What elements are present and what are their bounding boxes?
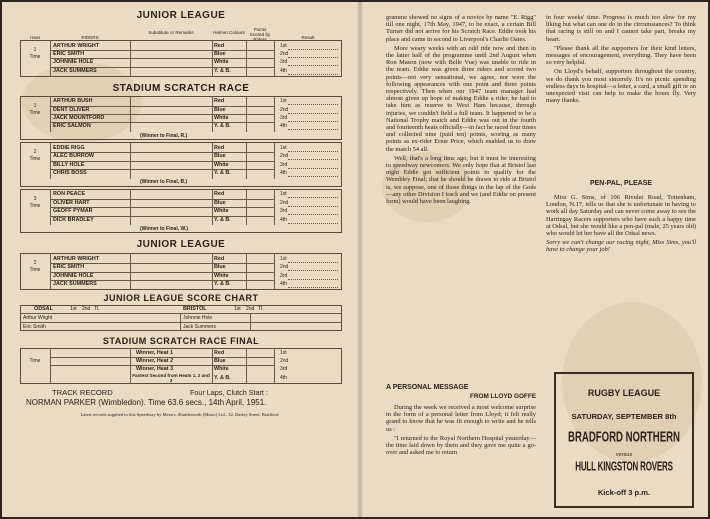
helmet-colour: White <box>214 272 229 279</box>
result-line <box>288 279 338 280</box>
score-chart-col: 1st <box>234 306 241 312</box>
helmet-colour: Y. & B. <box>214 67 231 74</box>
result-place: 2nd <box>280 358 289 364</box>
heat-time-label: Time <box>29 109 41 116</box>
result-line <box>288 223 338 224</box>
rider-name: JACK SUMMERS <box>53 67 97 74</box>
result-place: 3rd <box>280 366 288 372</box>
final-row-label: Fastest Second from Heats 1, 2 and 3 <box>132 373 210 383</box>
result-place: 3rd <box>280 272 288 279</box>
helmet-colour: White <box>214 59 229 66</box>
score-chart-col: Tl. <box>258 306 264 312</box>
helmet-colour: Y. & B. <box>214 123 231 130</box>
score-chart-rider: Jack Summers <box>183 324 217 330</box>
helmet-colour: Blue <box>214 264 226 271</box>
junior-league-title-2: JUNIOR LEAGUE <box>136 239 226 251</box>
helmet-colour: Blue <box>214 358 226 364</box>
rider-name: JOHNNIE HOLE <box>53 59 94 66</box>
result-line <box>288 65 338 66</box>
article-paragraph: in four weeks' time. Progress is much too slow for my liking but what can one do in the circumstances? To think that racing is still on and I cannot take part, breaks my heart. <box>546 14 696 43</box>
column-header-result: Result <box>301 35 315 40</box>
result-line <box>288 168 338 169</box>
result-place: 4th <box>280 67 287 74</box>
final-row-label: Winner, Heat 3 <box>136 366 174 372</box>
column-divider <box>274 348 275 384</box>
rider-name: EDDIE RIGG <box>53 144 85 151</box>
result-place: 3rd <box>280 59 288 66</box>
result-line <box>288 129 338 130</box>
track-record-laps: Four Laps, Clutch Start : <box>190 388 268 397</box>
penpal-title: PEN-PAL, PLEASE <box>589 180 653 187</box>
score-chart-rider: Arthur Wright <box>23 315 53 321</box>
result-line <box>288 270 338 271</box>
heat-time-label: Time <box>29 267 41 274</box>
ad-home-team: BRADFORD NORTHERN <box>568 429 680 446</box>
column-divider <box>50 348 51 384</box>
rugby-advert <box>554 372 694 508</box>
track-record-holder: NORMAN PARKER (Wimbledon). Time 63.6 secs., 14th April, 1951. <box>26 398 267 407</box>
rider-name: ALEC BURROW <box>53 153 95 160</box>
heat-number: 1 <box>33 102 37 109</box>
junior-league-title: JUNIOR LEAGUE <box>136 10 226 21</box>
ad-league: RUGBY LEAGUE <box>587 388 661 398</box>
column-divider <box>246 348 247 384</box>
result-line <box>288 206 338 207</box>
result-place: 1st <box>280 191 287 198</box>
column-divider <box>130 348 131 384</box>
result-line <box>288 176 338 177</box>
column-divider <box>274 189 275 226</box>
ad-kickoff: Kick-off 3 p.m. <box>597 488 651 497</box>
helmet-colour: Blue <box>214 199 226 206</box>
column-divider <box>250 313 251 331</box>
rider-name: JACK MOUNTFORD <box>53 114 105 121</box>
column-divider <box>274 96 275 133</box>
column-header-heat: Heat <box>30 35 40 40</box>
result-place: 3rd <box>280 208 288 215</box>
heat-number: 3 <box>33 195 37 202</box>
heat-number: 2 <box>33 149 37 156</box>
score-chart-away: BRISTOL <box>183 306 207 312</box>
rider-name: GEOFF PYMAR <box>53 208 93 215</box>
winner-note: (Winner to Final, R.) <box>140 132 188 139</box>
helmet-colour: Red <box>214 42 225 49</box>
penpal-column <box>546 194 696 256</box>
result-place: 2nd <box>280 106 289 113</box>
article-paragraph: Well, that's a long time ago, but it must be interesting to speedway newcomers. We only hope that at Bristol last night Eddie got sufficient points to qualify for the Wembley Final; that he should be drawn to ride at Bristol is, we suppose, one of those things in the lap of the Gods—any other Division I track and we (and Eddie on present form) would have been laughing. <box>386 154 536 206</box>
heat-time-label: Time <box>29 202 41 209</box>
final-row-label: Winner, Heat 1 <box>136 350 174 356</box>
rider-name: ERIC SMITH <box>53 50 85 57</box>
helmet-colour: White <box>214 114 229 121</box>
heat-number: 1 <box>33 47 37 53</box>
column-header-helmet: Helmet Colours <box>213 30 245 35</box>
result-place: 3rd <box>280 114 288 121</box>
penpal-note: Sorry we can't change our racing night, Miss Sims, you'll have to change your job! <box>546 239 696 254</box>
ad-versus: versus <box>615 452 633 458</box>
result-place: 1st <box>280 144 287 151</box>
result-line <box>288 287 338 288</box>
rider-name: JOHNNIE HOLE <box>53 272 94 279</box>
ad-away-team: HULL KINGSTON ROVERS <box>575 459 673 474</box>
article-paragraph: On Lloyd's behalf, supporters throughout the country, we do thank you most sincerely. It's no picnic spending endless days in hospital—a letter, a card, a small gift or an unexpected visit can help to make the hours fly. Very many thanks. <box>546 68 696 105</box>
winner-note: (Winner to Final, W.) <box>140 225 189 232</box>
result-line <box>288 151 338 152</box>
rider-name: OLIVER HART <box>53 199 90 206</box>
score-chart-col: 2nd <box>82 306 91 312</box>
helmet-colour: White <box>214 161 229 168</box>
rider-name: CHRIS BOSS <box>53 169 87 176</box>
track-record-label: TRACK RECORD <box>52 388 113 397</box>
footer-note: Latest records supplied to this Speedway by Messrs. Shuttleworth (Music) Ltd., 32, Darley Street, Bradford. <box>80 412 280 417</box>
helmet-colour: Y. & B. <box>214 169 231 176</box>
column-divider <box>180 313 181 331</box>
message-title: A PERSONAL MESSAGE <box>386 384 469 391</box>
score-chart-col: 2nd <box>246 306 255 312</box>
article-paragraph: gramme showed no signs of a novice by name "E. Rigg" till one night, 17th May, 1947, to be exact, a certain Bill Turner did not arrive for his Scratch Race. Eddie took his place and came in second to Liverpool's Charlie Oates. <box>386 14 536 43</box>
helmet-colour: Red <box>214 144 225 151</box>
helmet-colour: Blue <box>214 50 226 57</box>
helmet-colour: Y. & B. <box>214 216 231 223</box>
final-time-label: Time <box>29 358 41 364</box>
rider-name: RON PEACE <box>53 191 86 198</box>
programme-sheet <box>2 2 708 517</box>
result-line <box>288 121 338 122</box>
scratch-race-title: STADIUM SCRATCH RACE <box>112 82 250 94</box>
rider-name: BILLY HOLE <box>53 161 85 168</box>
result-line <box>288 197 338 198</box>
score-chart-rider: Johnnie Hole <box>183 315 213 321</box>
heat-time-label: Time <box>29 54 41 60</box>
result-line <box>288 214 338 215</box>
article-paragraph: More weary weeks with an odd ride now and then in the latter half of the programme until 2nd August when Ron Mason (now with Belle Vue) was unable to ride in the team. Eddie was given three riders and scored two points—not very sensational, we agree, nor were the following appearances with one point and three points respectively. Then when our 1947 team manager had almost given up hope of making Eddie a rider, he had to take him as reserve to West Ham because, through injuries, we couldn't field a full team. It happened to be a National Trophy match and Eddie was out in the fourth and fourteenth heats officially—in fact he raced four times and collected nine (paid ten) points, scoring as many points as ex-rider Ernie Price, which enabled us to draw the match 54 all. <box>386 44 537 153</box>
result-place: 3rd <box>280 161 288 168</box>
right-page <box>364 2 708 517</box>
result-line <box>288 113 338 114</box>
column-header-substitute: Substitute or Remarks <box>148 30 194 35</box>
helmet-colour: Blue <box>214 153 226 160</box>
result-place: 4th <box>280 281 287 288</box>
rider-name: ERIC SALMON <box>53 123 91 130</box>
result-line <box>288 57 338 58</box>
penpal-text: Miss G. Sims, of 106 Rivulet Road, Tottenham, London, N.17, tells us that she is unfortunate in having to work all day Saturday and can never come away to see the Harringay Racers supporters who have such a happy time at Odsal, but she would like a pen-pal (male, 25 years old) who would let her have all the Odsal news. <box>546 194 696 238</box>
result-line <box>288 159 338 160</box>
result-place: 1st <box>280 42 287 49</box>
column-header-riders: RIDERS <box>81 35 99 40</box>
result-line <box>288 262 338 263</box>
result-place: 4th <box>280 169 287 176</box>
article-column-2 <box>546 14 696 106</box>
score-chart-col: Tl. <box>94 306 100 312</box>
helmet-colour: Blue <box>214 106 226 113</box>
message-paragraph: During the week we received a most welcome surprise in the form of a personal letter from Lloyd; it felt really grand to know that he was fit enough to write and he tells us : <box>386 404 536 433</box>
column-divider <box>274 253 275 290</box>
helmet-colour: Red <box>214 98 225 105</box>
helmet-colour: White <box>214 366 229 372</box>
rider-name: ERIC SMITH <box>53 264 85 271</box>
heat-number: 2 <box>33 260 37 267</box>
article-column-1 <box>386 14 536 207</box>
result-place: 4th <box>280 123 287 130</box>
score-chart-col: 1st <box>70 306 77 312</box>
message-column <box>386 404 536 458</box>
result-place: 4th <box>280 375 287 381</box>
helmet-colour: Red <box>214 191 225 198</box>
rider-name: ARTHUR BUSH <box>53 98 93 105</box>
helmet-colour: Red <box>214 255 225 262</box>
message-paragraph: "I returned to the Royal Northern Hospital yesterday—the time laid down by them and they gave me quite a go-over and asked me to return <box>386 434 536 457</box>
result-line <box>288 74 338 75</box>
score-chart <box>20 305 342 331</box>
helmet-colour: White <box>214 208 229 215</box>
score-chart-home: ODSAL <box>34 306 53 312</box>
article-paragraph: "Please thank all the supporters for their kind letters, messages of encouragement, everything. They have been so very helpful. <box>546 44 696 67</box>
column-divider <box>212 348 213 384</box>
helmet-colour: Red <box>214 350 225 356</box>
heat-time-label: Time <box>29 156 41 163</box>
result-place: 1st <box>280 255 287 262</box>
result-place: 2nd <box>280 50 289 57</box>
helmet-colour: Y. & B. <box>214 375 231 381</box>
rider-name: DENT OLIVER <box>53 106 90 113</box>
rider-name: DICK BRADLEY <box>53 216 94 223</box>
row-divider <box>20 322 342 323</box>
message-from: FROM LLOYD GOFFE <box>469 393 536 400</box>
final-row-label: Winner, Heat 2 <box>136 358 174 364</box>
final-title: STADIUM SCRATCH RACE FINAL <box>102 336 260 346</box>
rider-name: JACK SUMMERS <box>53 281 97 288</box>
rider-name: ARTHUR WRIGHT <box>53 42 100 49</box>
column-divider <box>274 142 275 179</box>
column-header-points: Points Scored by Riders <box>249 27 271 42</box>
helmet-colour: Y. & B. <box>214 281 231 288</box>
result-line <box>288 49 338 50</box>
result-place: 4th <box>280 216 287 223</box>
result-place: 1st <box>280 350 287 356</box>
result-place: 2nd <box>280 264 289 271</box>
result-place: 2nd <box>280 199 289 206</box>
result-line <box>288 104 338 105</box>
winner-note: (Winner to Final, B.) <box>140 179 188 186</box>
ad-date: SATURDAY, SEPTEMBER 8th <box>571 412 677 421</box>
score-chart-title: JUNIOR LEAGUE SCORE CHART <box>103 293 259 303</box>
result-place: 1st <box>280 98 287 105</box>
rider-name: ARTHUR WRIGHT <box>53 255 100 262</box>
score-chart-rider: Eric Smith <box>23 324 46 330</box>
result-place: 2nd <box>280 153 289 160</box>
left-page <box>2 2 358 517</box>
row-divider <box>20 313 342 314</box>
column-divider <box>274 40 275 77</box>
